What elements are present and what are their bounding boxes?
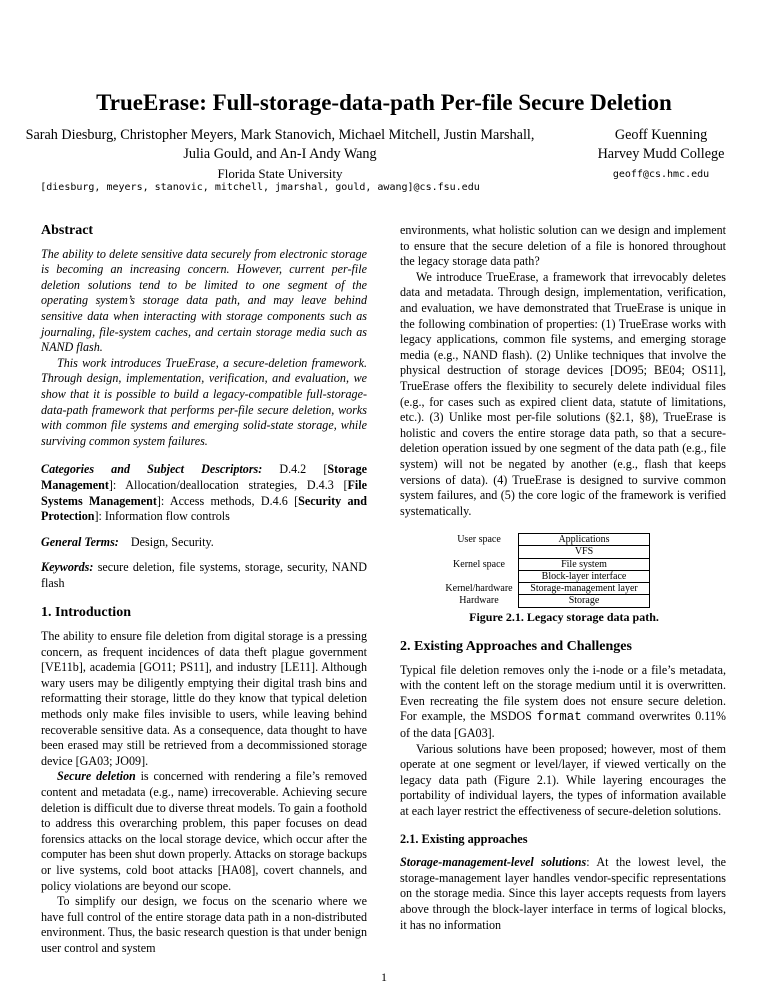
figure-caption: Figure 2.1. Legacy storage data path. bbox=[469, 609, 659, 624]
right-column bbox=[400, 223, 726, 933]
author-list-line2: Julia Gould, and An-I Andy Wang bbox=[183, 146, 377, 162]
keywords: Keywords: secure deletion, file systems, storage, security, NAND flash bbox=[41, 560, 367, 590]
author-list-line1: Sarah Diesburg, Christopher Meyers, Mark Stanovich, Michael Mitchell, Justin Marshall, bbox=[25, 127, 535, 143]
section-2-heading: 2. Existing Approaches and Challenges bbox=[400, 639, 632, 655]
layer-box: VFS bbox=[519, 546, 650, 558]
layer-box: File system bbox=[519, 558, 650, 570]
intro-paragraph-1: The ability to ensure file deletion from digital storage is a pressing concern, as frequent incidences of data theft plague government [VE11b], academia [GO11; PS11], and industry [LE11]. Although wary users may be diligently emptying their digital trash bins and reformatting their storage, little do they know that typical deletion methods only make files invisible to users, while leaving behind recoverable sensitive data. As a consequence, data thought to have been erased may still be retrieved from a decommissioned storage device [GA03; JO09]. bbox=[41, 629, 367, 768]
authors-fsu bbox=[0, 126, 560, 183]
paper-title: TrueErase: Full-storage-data-path Per-file Secure Deletion bbox=[96, 90, 672, 115]
intro-paragraph-2: Secure deletion is concerned with rendering a file’s removed content and metadata (e.g., name) irrecoverable. Achieving secure deletion is difficult due to diverse threat models. To gain a foothold to address this overarching problem, this paper focuses on dead forensics attacks on the local storage device, which occur after the computer has been shut down properly. Attacks on storage backups or live systems, cold boot attacks [HA08], covert channels, and policy violations are beyond our scope. bbox=[41, 769, 367, 893]
layer-label: User space bbox=[457, 534, 501, 546]
left-column bbox=[41, 223, 367, 957]
fsu-email: [diesburg, meyers, stanovic, mitchell, jmarshal, gould, awang]@cs.fsu.edu bbox=[40, 182, 480, 193]
abstract-heading: Abstract bbox=[41, 223, 94, 238]
layer-box: Block-layer interface bbox=[519, 570, 650, 582]
intro-paragraph-continued: environments, what holistic solution can we design and implement to ensure that the secure deletion of a file is honored throughout the legacy storage data path? bbox=[400, 223, 726, 269]
layer-box: Storage-management layer bbox=[519, 583, 650, 595]
intro-paragraph-truerase: We introduce TrueErase, a framework that irrevocably deletes data and metadata. Through design, implementation, verification, and evaluation, we have demonstrated that TrueErase is unique in the following combination of properties: (1) TrueErase works with legacy applications, common file systems, and emerging storage media (e.g., NAND flash). (2) Unlike techniques that involve the physical destruction of storage devices [DO95; BE04; OS11], TrueErase offers the flexibility to securely delete individual files (e.g., for cases such as expired client data, statute of limitations, etc.). (3) Unlike most per-file solutions (§2.1, §8), TrueErase is holistic and covers the entire storage data path, so that a secure-deletion operation issued by one segment of the data path (e.g., file system) will not be negated by another (e.g., flash that keeps versions of data). (4) TrueErase is designed to survive common system failures, and (5) the core logic of the framework is verified systematically. bbox=[400, 269, 726, 518]
hmc-email: geoff@cs.hmc.edu bbox=[612, 169, 710, 180]
layer-label: Kernel/hardware bbox=[445, 583, 513, 595]
section-2-paragraph-1: Typical file deletion removes only the i-node or a file’s metadata, with the content left on the storage medium until it is overwritten. Even recreating the file system does not ensure secure deletion. For example, the MSDOS format command overwrites 0.11% of the data [GA03]. bbox=[400, 662, 726, 741]
page-number: 1 bbox=[381, 970, 387, 984]
authors-hmc bbox=[568, 126, 754, 184]
layer-label: Kernel space bbox=[453, 558, 505, 570]
subsection-2-1-heading: 2.1. Existing approaches bbox=[400, 831, 528, 846]
intro-heading: 1. Introduction bbox=[41, 605, 131, 621]
general-terms: General Terms: Design, Security. bbox=[41, 534, 214, 549]
categories: Categories and Subject Descriptors: D.4.2 [Storage Management]: Allocation/deallocation strategies, D.4.3 [File Systems Management]: Access methods, D.4.6 [Security and Protection]: Information flow controls bbox=[41, 462, 367, 524]
intro-paragraph-3: To simplify our design, we focus on the scenario where we have full control of the entire storage data path in a non-distributed environment. Thus, the basic research question is that under benign user control and system bbox=[41, 894, 367, 955]
hmc-affiliation: Harvey Mudd College bbox=[597, 146, 725, 162]
storage-data-path-diagram bbox=[440, 533, 650, 607]
layer-box: Storage bbox=[519, 595, 650, 607]
layer-label: Hardware bbox=[459, 595, 499, 607]
section-2-paragraph-3: Storage-management-level solutions: At the lowest level, the storage-management layer handles vendor-specific representations on the storage media. Since this layer accepts requests from layers above through the block-layer interface in terms of logical blocks, it has no information bbox=[400, 855, 726, 932]
figure-2-1 bbox=[440, 533, 726, 625]
hmc-author: Geoff Kuenning bbox=[614, 127, 708, 143]
section-2-paragraph-2: Various solutions have been proposed; however, most of them operate at one segment or level/layer, if viewed vertically on the legacy data path (Figure 2.1). While layering encourages the portability of individual layers, the types of information available at each layer restrict the effectiveness of secure-deletion solutions. bbox=[400, 741, 726, 819]
layer-box: Applications bbox=[519, 534, 650, 546]
abstract-paragraph-1: The ability to delete sensitive data securely from electronic storage is becoming an increasing concern. However, current per-file deletion solutions tend to be limited to one segment of the operating system’s storage data path, and may leave behind sensitive data when interacting with storage components such as journaling, file-system caches, and certain storage media such as NAND flash. bbox=[41, 246, 367, 355]
fsu-affiliation: Florida State University bbox=[217, 166, 343, 181]
abstract-paragraph-2: This work introduces TrueErase, a secure-deletion framework. Through design, implementation, verification, and evaluation, we show that it is possible to build a legacy-compatible full-storage-data-path framework that performs per-file secure deletion, works with common file systems and emerging solid-state storage, while surviving common system failures. bbox=[41, 355, 367, 448]
